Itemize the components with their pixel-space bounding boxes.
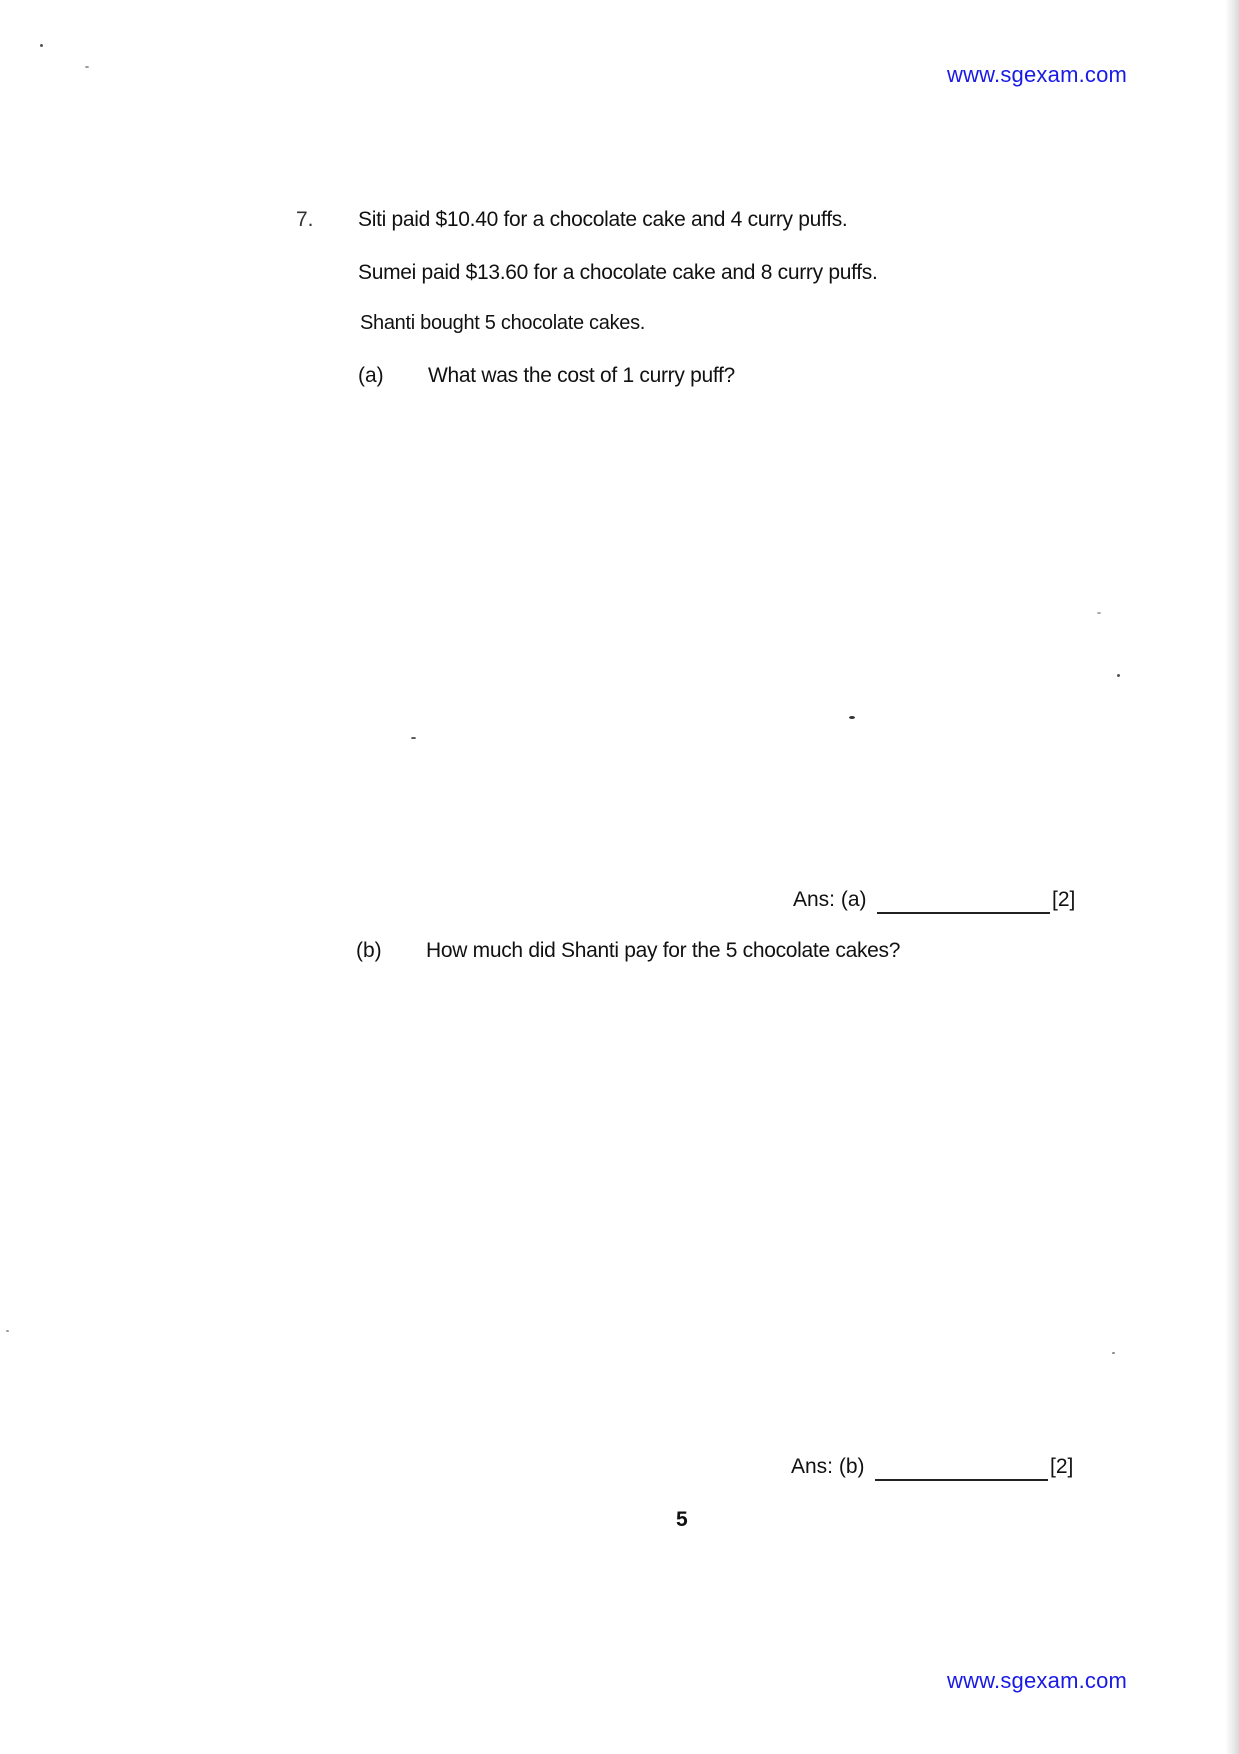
question-line-1: Siti paid $10.40 for a chocolate cake and 4 curry puffs. xyxy=(358,208,848,231)
question-line-2: Sumei paid $13.60 for a chocolate cake and 8 curry puffs. xyxy=(358,261,878,284)
watermark-url-top: www.sgexam.com xyxy=(947,62,1128,87)
answer-a-blank[interactable] xyxy=(877,912,1050,914)
scan-speck xyxy=(411,737,416,739)
question-line-3: Shanti bought 5 chocolate cakes. xyxy=(360,312,646,334)
scan-speck xyxy=(1097,612,1101,614)
question-number: 7. xyxy=(296,208,314,231)
part-b-label: (b) xyxy=(356,939,382,962)
answer-b-label: Ans: (b) xyxy=(791,1455,865,1478)
answer-b-blank[interactable] xyxy=(875,1479,1048,1481)
scan-speck xyxy=(849,716,855,719)
scan-speck xyxy=(6,1330,9,1332)
answer-a-label: Ans: (a) xyxy=(793,888,867,911)
part-b-question: How much did Shanti pay for the 5 chocolate cakes? xyxy=(426,939,901,962)
scan-speck xyxy=(40,44,43,47)
scan-speck xyxy=(1112,1352,1115,1354)
scan-speck xyxy=(1117,674,1120,677)
answer-a-marks: [2] xyxy=(1052,888,1076,911)
part-a-question: What was the cost of 1 curry puff? xyxy=(428,364,735,387)
watermark-url-bottom: www.sgexam.com xyxy=(947,1668,1128,1693)
page-number: 5 xyxy=(676,1508,688,1531)
answer-b-marks: [2] xyxy=(1050,1455,1074,1478)
part-a-label: (a) xyxy=(358,364,384,387)
page-edge-shadow xyxy=(1225,0,1239,1754)
scan-speck xyxy=(85,66,89,68)
